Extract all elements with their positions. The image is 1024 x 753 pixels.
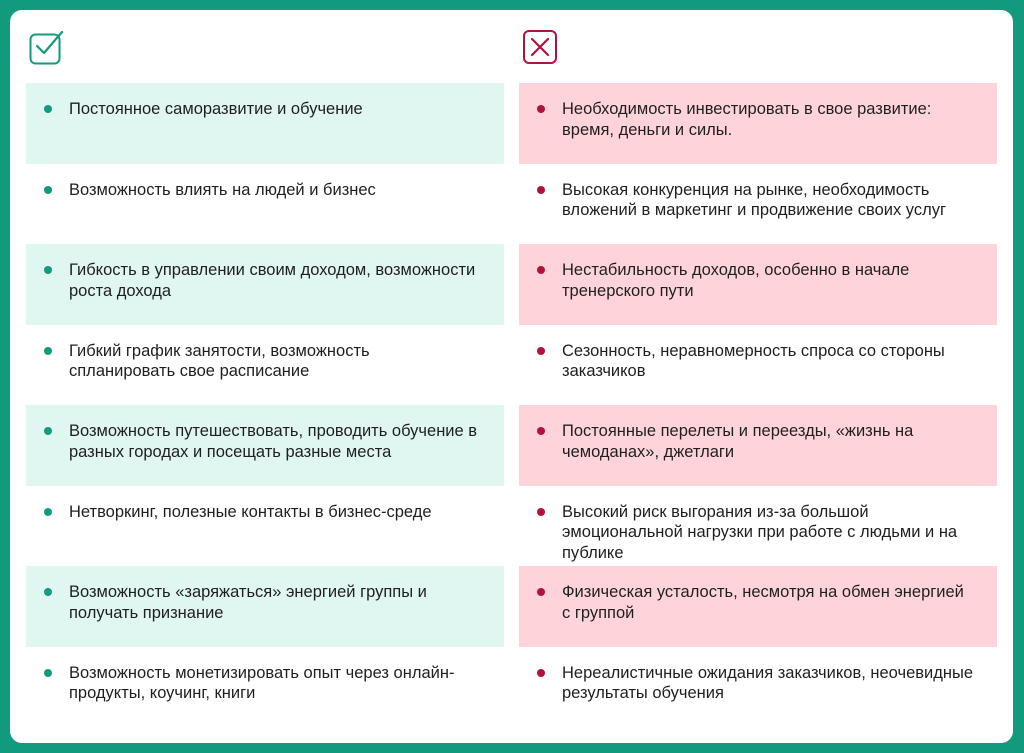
bullet-icon [537,266,545,274]
cons-item [519,325,997,406]
cons-item [519,486,997,567]
bullet-icon [44,588,52,596]
pros-item-text: Возможность монетизировать опыт через онлайн-продукты, коучинг, книги [69,663,455,702]
comparison-card [10,10,1013,743]
cons-item-text: Высокий риск выгорания из-за большой эмоциональной нагрузки при работе с людьми и на публике [562,502,958,562]
cons-item-text: Физическая усталость, несмотря на обмен энергией с группой [562,583,964,622]
cons-item-text: Необходимость инвестировать в свое развитие: время, деньги и силы. [562,100,932,139]
cons-item [519,566,997,647]
cons-item [519,83,997,164]
bullet-icon [537,427,545,435]
cons-item [519,164,997,245]
bullet-icon [44,266,52,274]
cons-item [519,244,997,325]
pros-item-text: Возможность влиять на людей и бизнес [69,180,376,199]
cons-item [519,405,997,486]
pros-item-text: Нетворкинг, полезные контакты в бизнес-среде [69,502,432,521]
bullet-icon [537,588,545,596]
bullet-icon [44,427,52,435]
cons-column [519,83,997,727]
pros-item-text: Возможность «заряжаться» энергией группы и получать признание [69,583,427,622]
cons-item-text: Нереалистичные ожидания заказчиков, неочевидные результаты обучения [562,663,974,702]
cons-item [519,647,997,728]
pros-item [26,647,504,728]
bullet-icon [44,186,52,194]
bullet-icon [44,669,52,677]
pros-item [26,325,504,406]
pros-item [26,566,504,647]
pros-item-text: Гибкий график занятости, возможность спланировать свое расписание [69,341,370,380]
bullet-icon [537,508,545,516]
bullet-icon [537,105,545,113]
pros-item-text: Возможность путешествовать, проводить обучение в разных городах и посещать разные места [69,422,478,461]
cons-item-text: Постоянные перелеты и переезды, «жизнь на чемоданах», джетлаги [562,422,914,461]
pros-item-text: Гибкость в управлении своим доходом, возможности роста дохода [69,261,476,300]
pros-item-text: Постоянное саморазвитие и обучение [69,100,363,118]
bullet-icon [537,669,545,677]
checkbox-check-icon [29,29,65,65]
checkbox-cross-icon [522,29,558,65]
pros-item [26,244,504,325]
bullet-icon [44,508,52,516]
pros-item [26,405,504,486]
cons-item-text: Нестабильность доходов, особенно в начале тренерского пути [562,261,910,300]
bullet-icon [537,347,545,355]
pros-item [26,486,504,567]
cons-item-text: Высокая конкуренция на рынке, необходимость вложений в маркетинг и продвижение своих услуг [562,180,947,219]
bullet-icon [44,105,52,113]
bullet-icon [44,347,52,355]
bullet-icon [537,186,545,194]
cons-item-text: Сезонность, неравномерность спроса со стороны заказчиков [562,341,945,380]
pros-item [26,164,504,245]
pros-column [26,83,504,727]
pros-item [26,83,504,164]
